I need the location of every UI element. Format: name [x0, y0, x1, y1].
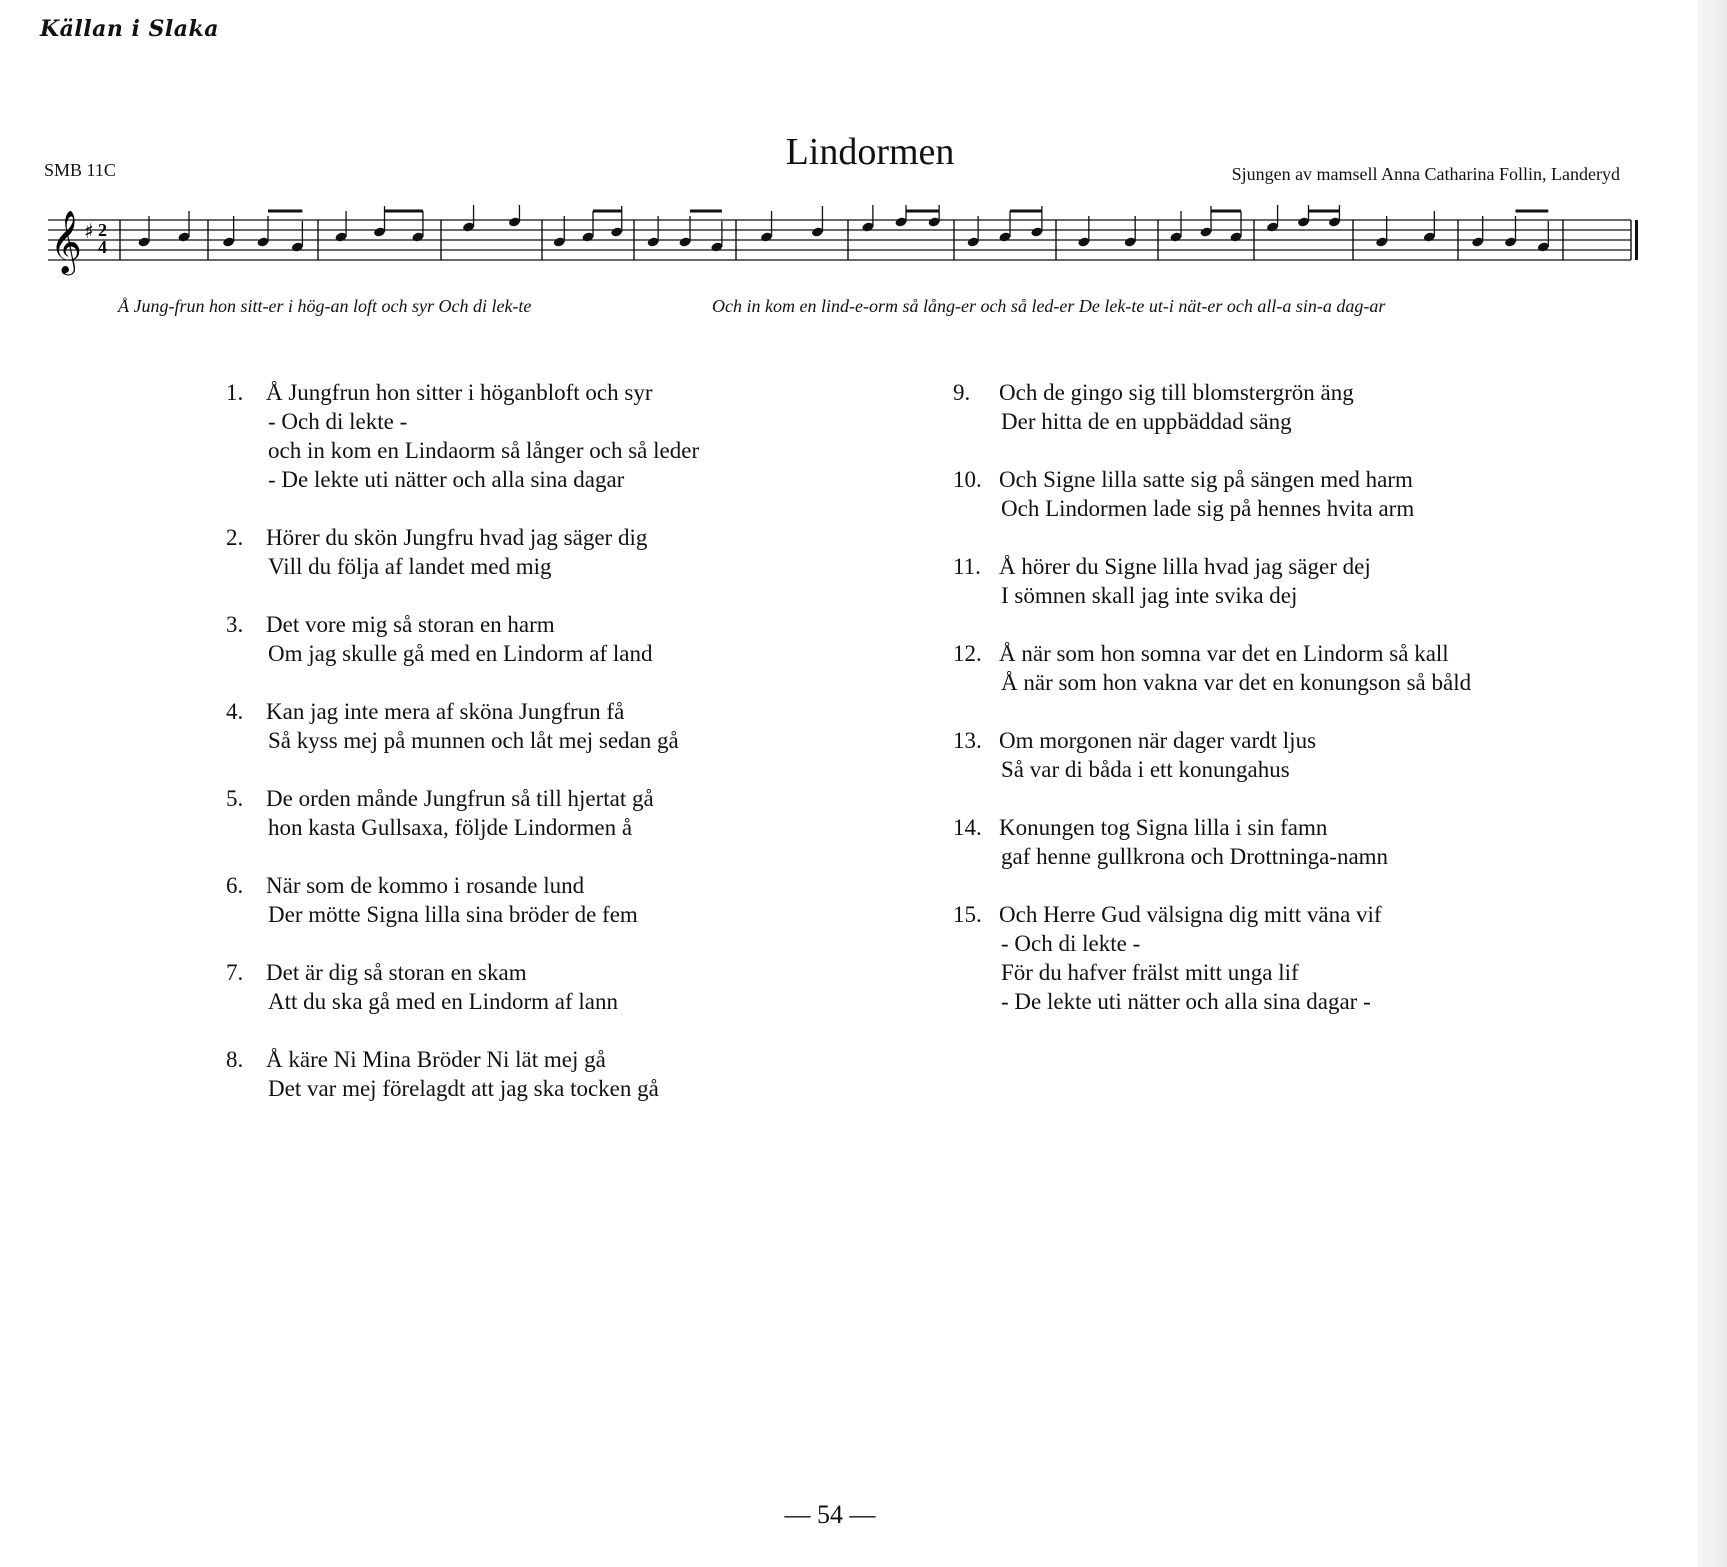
treble-clef-icon	[50, 210, 82, 276]
verse-number: 13.	[953, 728, 982, 753]
svg-text:𝄞: 𝄞	[50, 210, 82, 273]
verse-line: Der hitta de en uppbäddad säng	[1001, 409, 1292, 434]
verse-number: 7.	[226, 960, 244, 985]
verse-number: 10.	[953, 467, 982, 492]
verse-line: Det vore mig så storan en harm	[266, 612, 555, 637]
key-signature	[84, 219, 94, 243]
verse-line: Der mötte Signa lilla sina bröder de fem	[268, 902, 638, 927]
verse-line: Konungen tog Signa lilla i sin famn	[999, 815, 1328, 840]
verse-number: 5.	[226, 786, 244, 811]
verse-number: 12.	[953, 641, 982, 666]
verse-number: 1.	[226, 380, 244, 405]
verse	[953, 465, 1471, 523]
staff-notation	[48, 205, 1638, 285]
verse-number: 8.	[226, 1047, 244, 1072]
svg-text:♯: ♯	[84, 219, 94, 243]
verse-line: - De lekte uti nätter och alla sina dagar -	[1001, 989, 1371, 1014]
verse-line: Om jag skulle gå med en Lindorm af land	[268, 641, 653, 666]
verse-line: Kan jag inte mera af sköna Jungfrun få	[266, 699, 625, 724]
svg-text:2: 2	[98, 220, 107, 240]
verse-line: Och de gingo sig till blomstergrön äng	[999, 380, 1354, 405]
verse-line: Det är dig så storan en skam	[266, 960, 527, 985]
verse-number: 4.	[226, 699, 244, 724]
verse-line: Om morgonen när dager vardt ljus	[999, 728, 1317, 753]
verse	[226, 784, 699, 842]
verse	[226, 1045, 699, 1103]
verse-line: Och Lindormen lade sig på hennes hvita arm	[1001, 496, 1415, 521]
verse	[226, 523, 699, 581]
singer-credit: Sjungen av mamsell Anna Catharina Follin, Landeryd	[1231, 164, 1620, 184]
verse-line: Vill du följa af landet med mig	[268, 554, 552, 579]
verse-line: gaf henne gullkrona och Drottninga-namn	[1001, 844, 1389, 869]
verse-line: Att du ska gå med en Lindorm af lann	[268, 989, 619, 1014]
verse-line: Å hörer du Signe lilla hvad jag säger dej	[999, 554, 1371, 579]
verse	[953, 726, 1471, 784]
verse-line: Hörer du skön Jungfru hvad jag säger dig	[266, 525, 648, 550]
melody-lyrics-part1: Å Jung-frun hon sitt-er i hög-an loft och syr Och di lek-te	[118, 296, 532, 316]
verse-line: Det var mej förelagdt att jag ska tocken gå	[268, 1076, 659, 1101]
verse	[226, 958, 699, 1016]
time-signature	[98, 220, 107, 257]
verse	[953, 639, 1472, 697]
running-head: Källan i Slaka	[40, 16, 220, 42]
verse	[226, 610, 699, 668]
verse-line: och in kom en Lindaorm så långer och så leder	[268, 438, 700, 463]
verse-line: Så kyss mej på munnen och låt mej sedan gå	[268, 728, 679, 753]
verse	[226, 378, 700, 494]
verse-line: hon kasta Gullsaxa, följde Lindormen å	[268, 815, 633, 840]
verse	[226, 697, 699, 755]
verses-right-column	[953, 378, 1472, 1045]
verse	[953, 813, 1471, 871]
verse-line: Så var di båda i ett konungahus	[1001, 757, 1290, 782]
verse	[953, 900, 1471, 1016]
verse-number: 6.	[226, 873, 244, 898]
verse	[226, 871, 699, 929]
verse-line: De orden månde Jungfrun så till hjertat gå	[266, 786, 654, 811]
catalog-id: SMB 11C	[44, 160, 116, 180]
verse-line: Och Herre Gud välsigna dig mitt väna vif	[999, 902, 1382, 927]
verse-line: När som de kommo i rosande lund	[266, 873, 585, 898]
verse-number: 3.	[226, 612, 244, 637]
verse	[953, 552, 1471, 610]
verse-number: 14.	[953, 815, 982, 840]
song-title: Lindormen	[785, 131, 955, 173]
verse-line: Å käre Ni Mina Bröder Ni lät mej gå	[266, 1047, 606, 1072]
verses-left-column	[226, 378, 700, 1132]
verse-line: Å Jungfrun hon sitter i höganbloft och syr	[266, 380, 653, 405]
verse-line: Å när som hon vakna var det en konungson så båld	[1001, 670, 1472, 695]
verse-number: 2.	[226, 525, 244, 550]
verse-line: - De lekte uti nätter och alla sina dagar	[268, 467, 625, 492]
verse-line: - Och di lekte -	[1001, 931, 1141, 956]
verse-number: 11.	[953, 554, 981, 579]
verse-line: Och Signe lilla satte sig på sängen med harm	[999, 467, 1413, 492]
page-edge	[1697, 0, 1727, 1567]
verse-line: I sömnen skall jag inte svika dej	[1001, 583, 1298, 608]
melody-lyrics-part2: Och in kom en lind-e-orm så lång-er och så led-er De lek-te ut-i nät-er och all-a sin-a dag-ar	[712, 296, 1386, 316]
verse-line: - Och di lekte -	[268, 409, 408, 434]
svg-text:4: 4	[98, 237, 107, 257]
verse-number: 15.	[953, 902, 982, 927]
verse	[953, 378, 1471, 436]
verse-line: För du hafver frälst mitt unga lif	[1001, 960, 1299, 985]
verse-line: Å när som hon somna var det en Lindorm så kall	[999, 641, 1449, 666]
final-barline	[1631, 220, 1638, 260]
verse-number: 9.	[953, 380, 971, 405]
page-number: — 54 —	[784, 1500, 876, 1529]
